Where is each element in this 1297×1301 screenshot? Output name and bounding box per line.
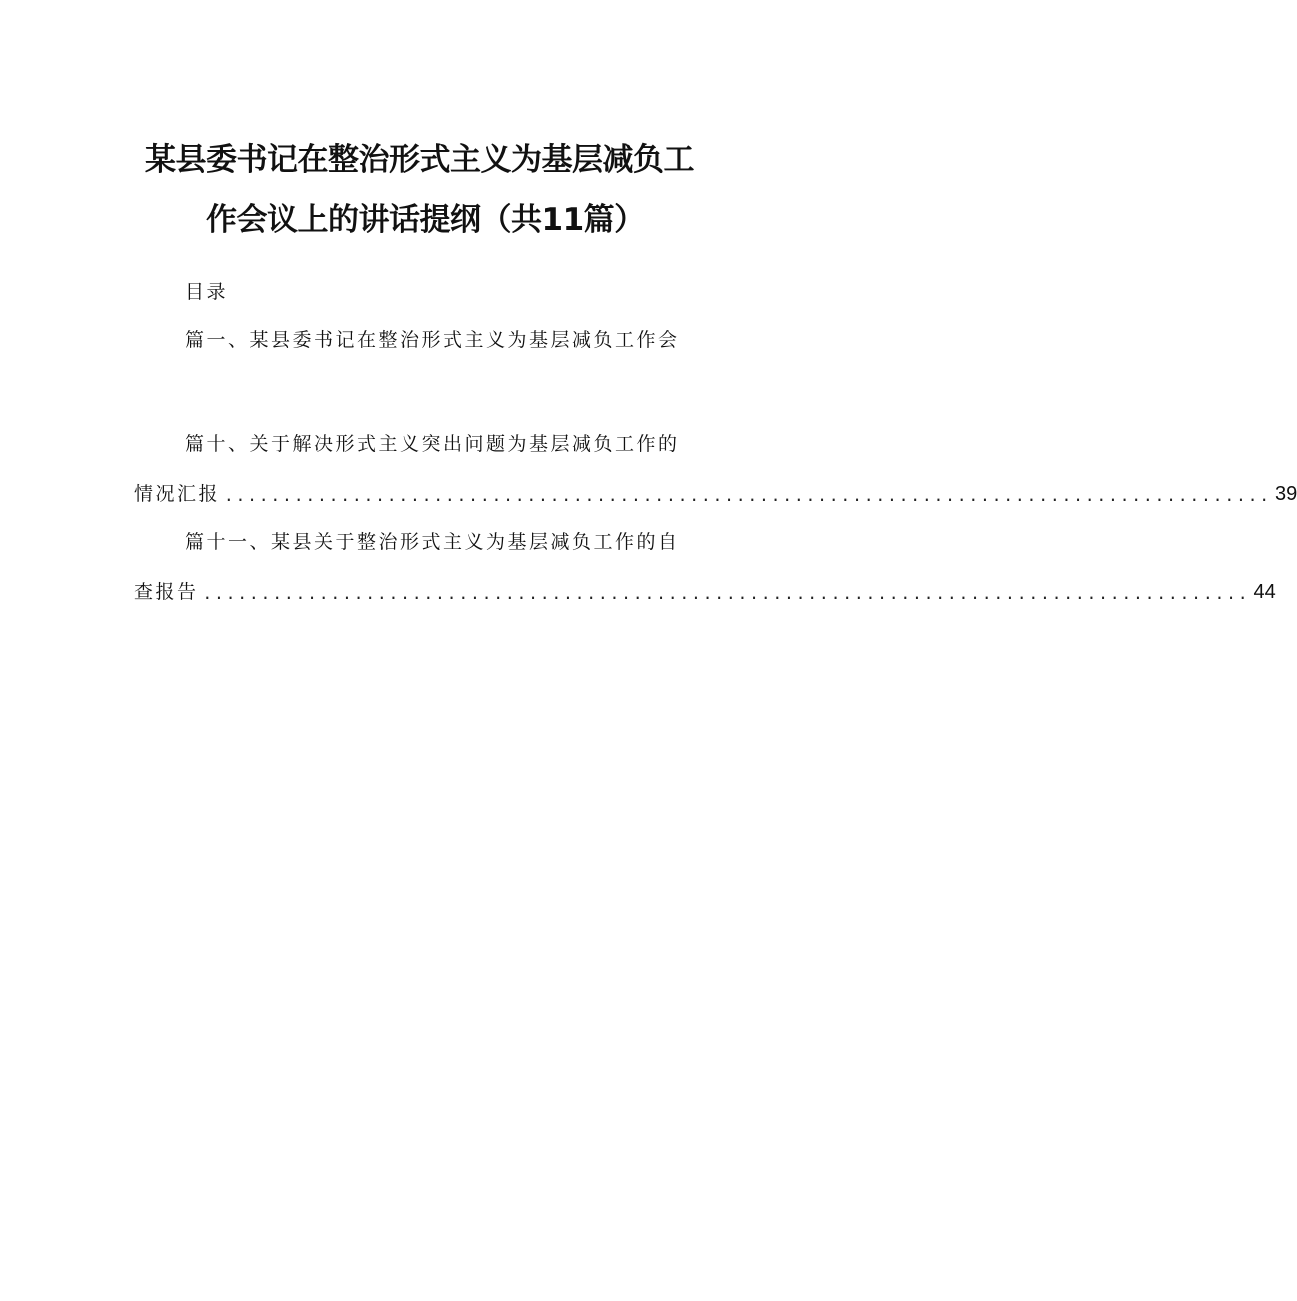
toc-entry-10-line-2[interactable] bbox=[134, 483, 1297, 505]
toc-entry-10-continuation: 情况汇报 bbox=[134, 483, 221, 505]
toc-dot-leader: .......................................................................................... bbox=[202, 584, 1250, 603]
toc-entry-10-line-1[interactable]: 篇十、关于解决形式主义突出问题为基层减负工作的 bbox=[185, 433, 680, 455]
toc-heading: 目录 bbox=[185, 281, 229, 303]
toc-entry-11-continuation: 查报告 bbox=[134, 581, 199, 603]
toc-entry-11-line-2[interactable] bbox=[134, 581, 1276, 603]
toc-entry-11-line-1[interactable]: 篇十一、某县关于整治形式主义为基层减负工作的自 bbox=[185, 531, 680, 553]
document-title-line-2: 作会议上的讲话提纲（共11篇） bbox=[206, 202, 645, 238]
toc-entry-10-page-number: 39 bbox=[1274, 483, 1297, 505]
toc-entry-1[interactable]: 篇一、某县委书记在整治形式主义为基层减负工作会 bbox=[185, 329, 680, 351]
toc-dot-leader: .......................................................................................... bbox=[224, 486, 1271, 505]
toc-entry-11-page-number: 44 bbox=[1253, 581, 1276, 603]
document-title-line-1: 某县委书记在整治形式主义为基层减负工 bbox=[145, 142, 694, 178]
